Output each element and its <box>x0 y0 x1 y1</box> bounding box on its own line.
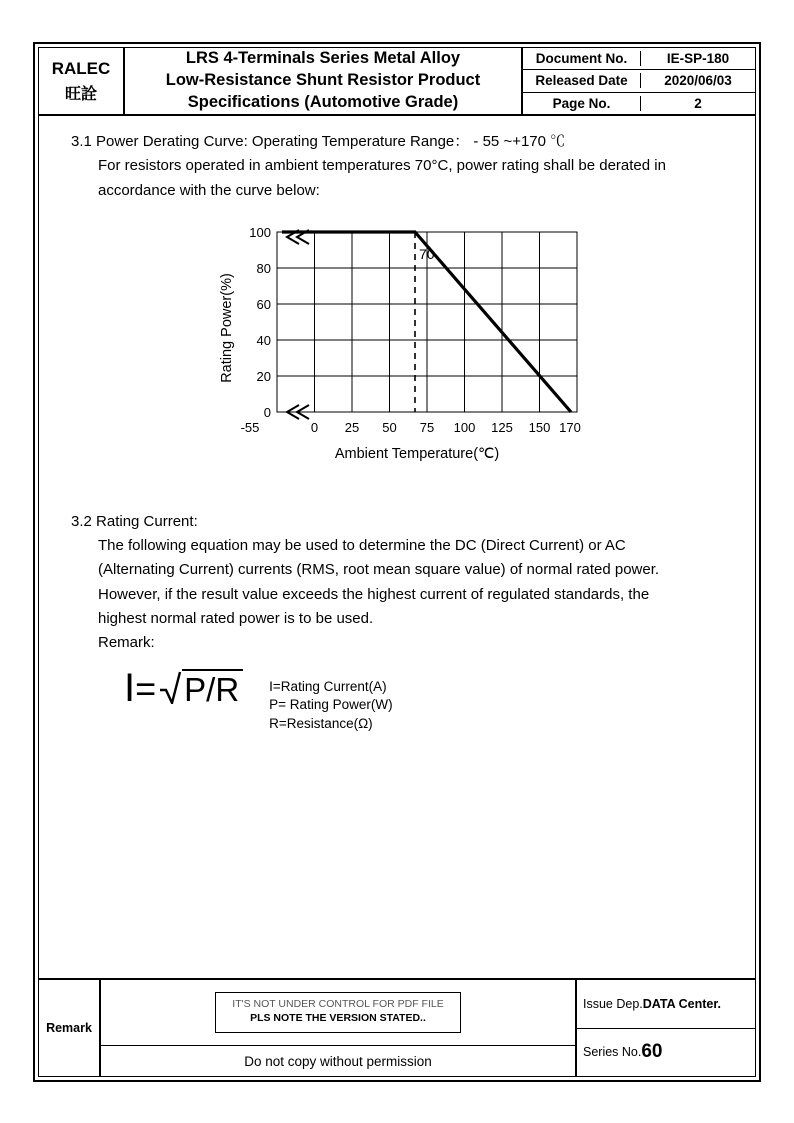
chart-y-axis-title: Rating Power(%) <box>219 272 235 383</box>
svg-text:75: 75 <box>419 419 435 435</box>
footer-series-no-value: 60 <box>641 1041 663 1063</box>
formula-legend-line-1: I=Rating Current(A) <box>269 679 387 695</box>
formula-lhs: I <box>124 666 136 711</box>
svg-text:20: 20 <box>256 368 271 384</box>
section-3-2-paragraph-line-3: However, if the result value exceeds the highest current of regulated standards, the <box>98 585 650 603</box>
chart-x-axis-title: Ambient Temperature(℃) <box>334 445 500 462</box>
section-3-2-heading: 3.2 Rating Current: <box>71 512 198 530</box>
svg-text:170: 170 <box>559 419 581 435</box>
footer-middle <box>101 980 577 1076</box>
section-3-2-remark-label: Remark: <box>98 634 155 651</box>
svg-text:100: 100 <box>453 419 476 435</box>
section-3-1-heading: 3.1 Power Derating Curve: Operating Temperature Range： - 55 ~+170 ℃ <box>71 133 566 150</box>
logo-text-cn: 旺詮 <box>64 85 97 103</box>
footer-series-no-label: Series No. <box>583 1045 642 1060</box>
footer-right <box>577 980 755 1076</box>
rating-current-formula <box>124 664 755 733</box>
svg-text:125: 125 <box>491 419 513 435</box>
section-3-1 <box>71 130 755 202</box>
logo-text-en: RALEC <box>51 58 111 78</box>
title-line-3: Specifications (Automotive Grade) <box>187 92 459 111</box>
section-3-2 <box>71 510 755 655</box>
document-footer <box>39 978 755 1076</box>
svg-text:40: 40 <box>256 332 271 348</box>
footer-stamp-row <box>101 980 575 1046</box>
document-page <box>33 42 761 1082</box>
footer-issue-dep-label: Issue Dep. <box>583 996 643 1011</box>
chart-x-tick-labels <box>241 420 581 435</box>
title-line-1: LRS 4-Terminals Series Metal Alloy <box>185 49 461 68</box>
svg-text:60: 60 <box>256 296 271 312</box>
section-3-2-paragraph-line-4: highest normal rated power is to be used. <box>98 609 374 627</box>
meta-row-released-date <box>523 70 755 92</box>
meta-label-document-no: Document No. <box>523 51 641 66</box>
document-title <box>125 48 523 114</box>
footer-no-copy-notice: Do not copy without permission <box>244 1053 432 1069</box>
formula-legend-line-3: R=Resistance(Ω) <box>269 715 373 731</box>
section-3-1-paragraph-line-2: accordance with the curve below: <box>98 181 320 199</box>
derating-curve-svg <box>187 218 607 488</box>
power-derating-chart <box>39 218 755 488</box>
axis-break-marker-icon <box>287 230 309 419</box>
meta-label-released-date: Released Date <box>523 73 641 88</box>
pdf-control-stamp <box>215 992 460 1032</box>
formula-legend <box>269 678 392 733</box>
section-3-2-paragraph-line-2: (Alternating Current) currents (RMS, root mean square value) of normal rated power. <box>98 561 660 579</box>
square-root-icon <box>160 670 182 704</box>
company-logo <box>39 48 125 114</box>
stamp-line-2: PLS NOTE THE VERSION STATED.. <box>250 1012 426 1024</box>
chart-y-tick-labels <box>249 225 271 420</box>
meta-value-page-no: 2 <box>694 95 702 111</box>
document-header <box>39 48 755 116</box>
footer-remark-label: Remark <box>39 980 101 1076</box>
svg-text:0: 0 <box>263 404 271 420</box>
formula-radicand: P/R <box>182 669 243 706</box>
formula-expression <box>124 664 243 711</box>
meta-label-page-no: Page No. <box>523 96 641 111</box>
knee-annotation-label: 70 <box>419 245 435 262</box>
document-meta <box>523 48 755 114</box>
title-line-2: Low-Resistance Shunt Resistor Product <box>165 71 481 90</box>
meta-value-document-no: IE-SP-180 <box>666 51 730 67</box>
section-3-1-paragraph-line-1: For resistors operated in ambient temperatures 70°C, power rating shall be derated in <box>98 157 666 175</box>
svg-text:0: 0 <box>310 419 319 435</box>
svg-text:25: 25 <box>344 419 360 435</box>
formula-radical <box>158 664 243 708</box>
page-inner-border <box>38 47 756 1077</box>
footer-issue-dep <box>577 980 755 1029</box>
footer-series-no <box>577 1029 755 1077</box>
formula-legend-line-2: P= Rating Power(W) <box>269 697 393 713</box>
meta-row-document-no <box>523 48 755 70</box>
footer-issue-dep-value: DATA Center. <box>642 996 722 1011</box>
svg-text:-55: -55 <box>240 419 260 435</box>
stamp-line-1: IT'S NOT UNDER CONTROL FOR PDF FILE <box>232 998 444 1011</box>
section-3-2-paragraph-line-1: The following equation may be used to determine the DC (Direct Current) or AC <box>98 537 626 554</box>
svg-text:100: 100 <box>249 224 271 240</box>
svg-text:150: 150 <box>528 419 551 435</box>
formula-equals-sign: = <box>135 668 157 710</box>
svg-text:50: 50 <box>382 419 397 435</box>
document-body <box>39 116 755 978</box>
meta-value-released-date: 2020/06/03 <box>664 73 732 89</box>
meta-row-page-no <box>523 93 755 114</box>
svg-text:80: 80 <box>256 260 271 276</box>
